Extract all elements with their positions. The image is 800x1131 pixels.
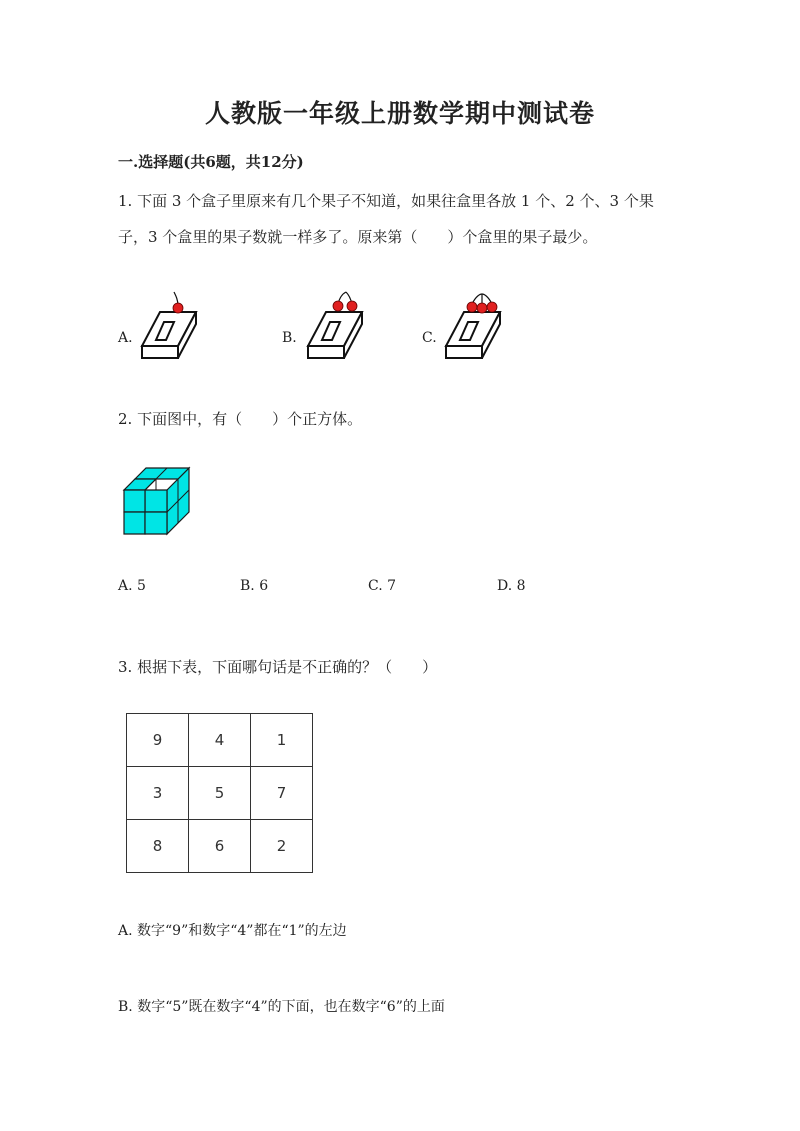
grid-cell: 6 [189, 820, 251, 873]
question-1-option-b-label[interactable]: B. [282, 330, 297, 346]
cube-stack-image [122, 464, 194, 536]
grid-cell: 8 [127, 820, 189, 873]
grid-cell: 7 [251, 767, 313, 820]
question-2-text: 2. 下面图中，有（ ）个正方体。 [118, 410, 363, 428]
question-2-option-b[interactable]: B. 6 [240, 578, 269, 594]
question-2-option-c[interactable]: C. 7 [368, 578, 397, 594]
question-1-line-2: 子，3 个盒里的果子数就一样多了。原来第（ ）个盒里的果子最少。 [118, 228, 598, 246]
grid-cell: 5 [189, 767, 251, 820]
grid-cell: 3 [127, 767, 189, 820]
section-heading: 一.选择题(共6题，共12分) [118, 153, 304, 171]
table-row [127, 820, 313, 873]
question-2-option-a[interactable]: A. 5 [118, 578, 146, 594]
question-3-option-a[interactable]: A. 数字“9”和数字“4”都在“1”的左边 [118, 923, 347, 939]
table-row [127, 714, 313, 767]
question-1-option-c-label[interactable]: C. [422, 330, 437, 346]
question-1-option-a-label[interactable]: A. [118, 330, 133, 346]
box-with-3-cherries-image [442, 288, 508, 360]
question-1-line-1: 1. 下面 3 个盒子里原来有几个果子不知道，如果往盒里各放 1 个、2 个、3 个果 [118, 192, 654, 210]
grid-cell: 1 [251, 714, 313, 767]
question-3-option-b[interactable]: B. 数字“5”既在数字“4”的下面，也在数字“6”的上面 [118, 999, 445, 1015]
grid-cell: 9 [127, 714, 189, 767]
box-with-2-cherries-image [304, 288, 370, 360]
box-with-1-cherry-image [138, 288, 204, 360]
question-3-text: 3. 根据下表，下面哪句话是不正确的？（ ） [118, 658, 438, 676]
question-2-option-d[interactable]: D. 8 [497, 578, 526, 594]
page-title: 人教版一年级上册数学期中测试卷 [204, 99, 595, 128]
grid-cell: 4 [189, 714, 251, 767]
grid-cell: 2 [251, 820, 313, 873]
number-grid [126, 713, 313, 873]
table-row [127, 767, 313, 820]
